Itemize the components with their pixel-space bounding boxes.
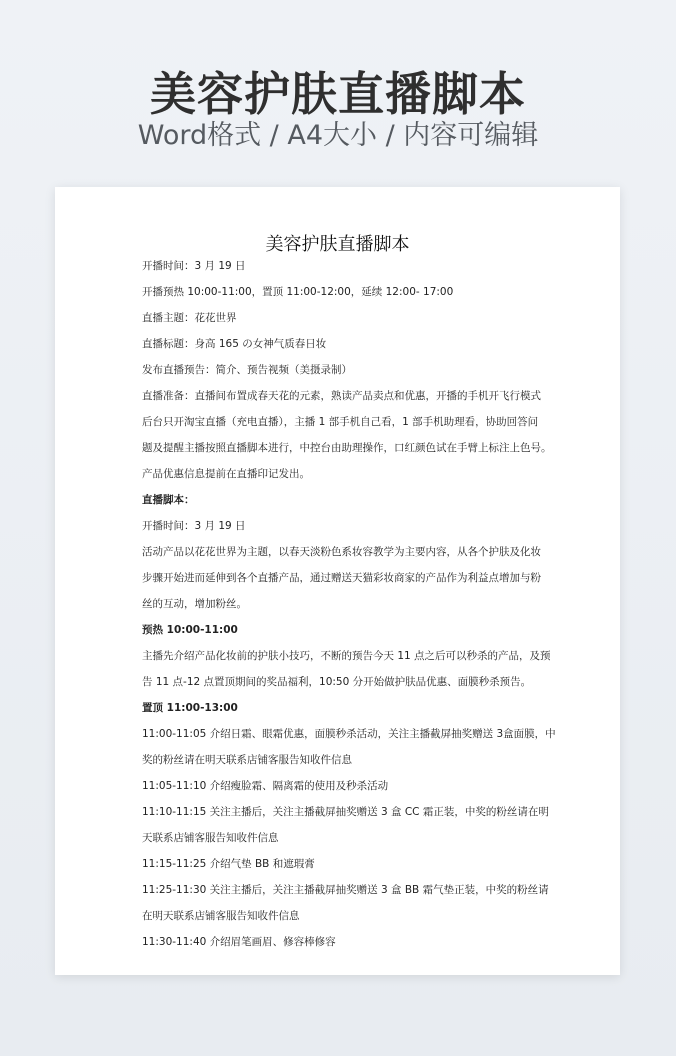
document-line: 11:10-11:15 关注主播后，关注主播截屏抽奖赠送 3 盒 CC 霜正装，中奖的粉丝请在明 [142,806,549,818]
document-line: 直播主题：花花世界 [142,312,237,324]
document-line: 11:30-11:40 介绍眉笔画眉、修容棒修容 [142,936,336,948]
document-line: 产品优惠信息提前在直播印记发出。 [142,468,310,480]
document-title: 美容护肤直播脚本 [265,234,410,255]
document-line: 开播时间：3 月 19 日 [142,520,246,532]
banner-subtitle: Word格式 / A4大小 / 内容可编辑 [137,120,539,151]
document-line: 11:05-11:10 介绍瘦脸霜、隔离霜的使用及秒杀活动 [142,780,389,792]
document-line: 奖的粉丝请在明天联系店铺客服告知收件信息 [142,754,352,766]
document-line: 丝的互动，增加粉丝。 [142,598,247,610]
document-line: 题及提醒主播按照直播脚本进行，中控台由助理操作，口红颜色试在手臂上标注上色号。 [142,442,552,454]
document-line: 直播准备：直播间布置成春天花的元素，熟读产品卖点和优惠，开播的手机开飞行模式 [142,390,541,402]
document-line: 开播预热 10:00-11:00，置顶 11:00-12:00，延续 12:00- 17:00 [142,286,454,298]
document-body [142,253,562,955]
document-line: 后台只开淘宝直播（充电直播），主播 1 部手机自己看，1 部手机助理看，协助回答问 [142,416,539,428]
document-line: 11:00-11:05 介绍日霜、眼霜优惠，面膜秒杀活动，关注主播截屏抽奖赠送 3盒面膜，中 [142,728,556,740]
section-heading: 直播脚本： [142,494,195,506]
document-line: 开播时间：3 月 19 日 [142,260,246,272]
section-heading: 置顶 11:00-13:00 [142,702,238,714]
document-line: 活动产品以花花世界为主题，以春天淡粉色系妆容教学为主要内容，从各个护肤及化妆 [142,546,541,558]
document-line: 步骤开始进而延伸到各个直播产品，通过赠送天猫彩妆商家的产品作为利益点增加与粉 [142,572,541,584]
document-line: 主播先介绍产品化妆前的护肤小技巧，不断的预告今天 11 点之后可以秒杀的产品，及预 [142,650,551,662]
document-page [55,187,620,975]
document-line: 11:15-11:25 介绍气垫 BB 和遮瑕膏 [142,858,315,870]
banner-title: 美容护肤直播脚本 [150,67,526,121]
document-line: 在明天联系店铺客服告知收件信息 [142,910,300,922]
section-heading: 预热 10:00-11:00 [142,624,238,636]
document-line: 发布直播预告：简介、预告视频（美摄录制） [142,364,352,376]
document-line: 告 11 点-12 点置顶期间的奖品福利，10:50 分开始做护肤品优惠、面膜秒杀预告。 [142,676,532,688]
document-line: 11:25-11:30 关注主播后，关注主播截屏抽奖赠送 3 盒 BB 霜气垫正装，中奖的粉丝请 [142,884,549,896]
document-line: 直播标题：身高 165 の女神气质春日妆 [142,338,327,350]
document-line: 天联系店铺客服告知收件信息 [142,832,279,844]
